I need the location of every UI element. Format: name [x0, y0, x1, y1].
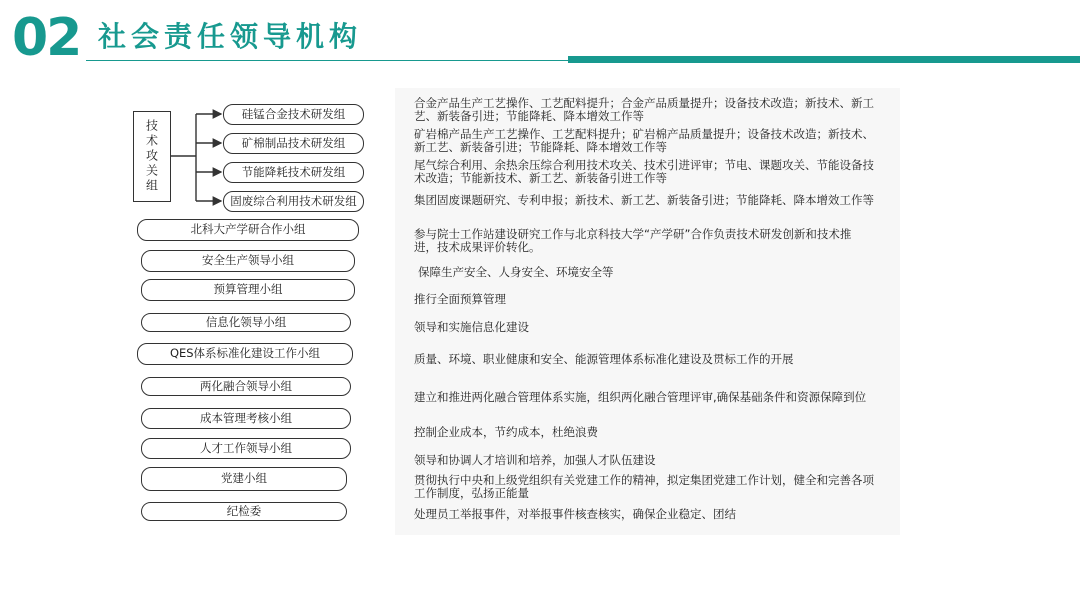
description-text: 领导和协调人才培训和培养，加强人才队伍建设	[414, 453, 656, 467]
description-text: 矿岩棉产品生产工艺操作、工艺配料提升；矿岩棉产品质量提升；设备技术改造；新技术、新工艺、新装备引进；节能降耗、降本增效工作等	[414, 127, 874, 154]
page-title: 社会责任领导机构	[98, 20, 363, 53]
description-text: 集团固废课题研究、专利申报；新技术、新工艺、新装备引进；节能降耗、降本增效工作等	[414, 193, 874, 207]
description-text: 参与院士工作站建设研究工作与北京科技大学“产学研”合作负责技术研发创新和技术推进，技术成果评价转化。	[414, 227, 852, 254]
subgroup-box: 节能降耗技术研发组	[223, 162, 364, 183]
description-panel	[395, 88, 900, 535]
group-box: QES体系标准化建设工作小组	[137, 343, 353, 365]
subgroup-box: 矿棉制品技术研发组	[223, 133, 364, 154]
group-box: 党建小组	[141, 467, 347, 491]
subgroup-box: 硅锰合金技术研发组	[223, 104, 364, 125]
description-text: 建立和推进两化融合管理体系实施，组织两化融合管理评审,确保基础条件和资源保障到位	[414, 390, 867, 404]
description-text: 控制企业成本，节约成本，杜绝浪费	[414, 425, 598, 439]
tech-group-box: 技术攻关组	[133, 111, 171, 202]
description-text: 领导和实施信息化建设	[414, 320, 529, 334]
group-box: 人才工作领导小组	[141, 438, 351, 459]
group-box: 安全生产领导小组	[141, 250, 355, 272]
group-box: 纪检委	[141, 502, 347, 521]
description-text: 处理员工举报事件，对举报事件核查核实，确保企业稳定、团结	[414, 507, 736, 521]
subgroup-box: 固废综合利用技术研发组	[223, 191, 364, 212]
group-box: 北科大产学研合作小组	[137, 219, 359, 241]
section-number: 02	[12, 8, 81, 68]
group-box: 两化融合领导小组	[141, 377, 351, 396]
description-text: 质量、环境、职业健康和安全、能源管理体系标准化建设及贯标工作的开展	[414, 352, 794, 366]
group-box: 成本管理考核小组	[141, 408, 351, 429]
description-text: 保障生产安全、人身安全、环境安全等	[418, 265, 614, 279]
description-text: 尾气综合利用、余热余压综合利用技术攻关、技术引进评审；节电、课题攻关、节能设备技术改造；节能新技术、新工艺、新装备引进工作等	[414, 158, 874, 185]
group-box: 信息化领导小组	[141, 313, 351, 332]
description-text: 合金产品生产工艺操作、工艺配料提升；合金产品质量提升；设备技术改造；新技术、新工艺、新装备引进；节能降耗、降本增效工作等	[414, 96, 874, 123]
group-box: 预算管理小组	[141, 279, 355, 301]
description-text: 贯彻执行中央和上级党组织有关党建工作的精神，拟定集团党建工作计划，健全和完善各项工作制度，弘扬正能量	[414, 473, 874, 500]
description-text: 推行全面预算管理	[414, 292, 506, 306]
